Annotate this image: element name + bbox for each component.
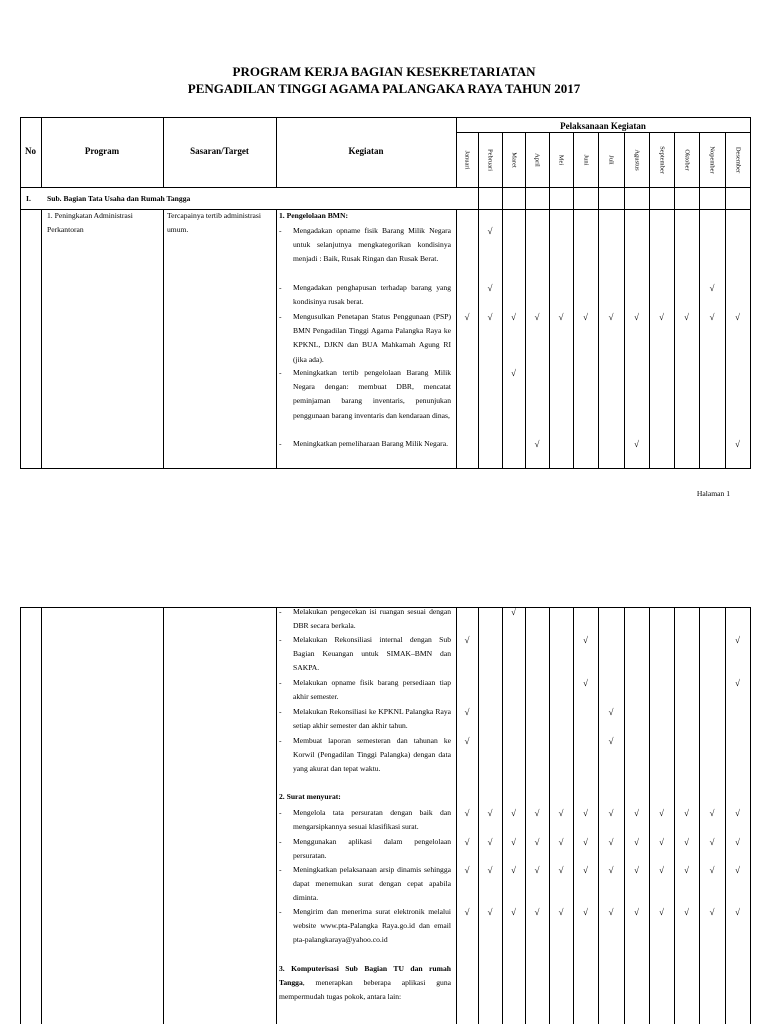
group-3-title (279, 962, 451, 1005)
activity-item (279, 734, 451, 777)
activity-text: Mengelola tata persuratan dengan baik dan mengarsipkannya sesuai klasifikasi surat. (293, 808, 451, 832)
activity-item (279, 633, 451, 676)
bullet-dash: - (279, 439, 282, 448)
month-column-line (598, 607, 599, 1024)
check-mark-januari: √ (464, 736, 470, 746)
check-mark-oktober: √ (684, 837, 689, 847)
month-column-line (674, 132, 675, 469)
col-divider-no (41, 209, 42, 469)
table-2-col-divider-program (163, 607, 164, 1024)
section-number: I. (26, 194, 31, 203)
table-2-border-left (20, 607, 21, 1024)
activity-item (279, 905, 451, 948)
bullet-dash: - (279, 312, 282, 321)
check-mark-nopember: √ (709, 312, 715, 322)
month-column-line (549, 607, 550, 1024)
check-mark-agustus: √ (634, 808, 639, 818)
month-column-line (525, 132, 526, 469)
check-mark-juli: √ (608, 808, 614, 818)
bullet-dash: - (279, 368, 282, 377)
check-mark-januari: √ (464, 837, 470, 847)
check-mark-januari: √ (464, 907, 470, 917)
activity-text: Melakukan Rekonsiliasi internal dengan Sub Bagian Keuangan untuk SIMAK–BMN dan SAKPA. (293, 635, 451, 673)
table-border-left (20, 117, 21, 469)
check-mark-pebruari: √ (487, 907, 493, 917)
month-column-line (502, 607, 503, 1024)
check-mark-oktober: √ (684, 907, 689, 917)
check-mark-nopember: √ (709, 865, 715, 875)
check-mark-desember: √ (735, 678, 740, 688)
check-mark-september: √ (659, 312, 664, 322)
activity-item (279, 310, 451, 367)
month-label-desember: Desember (734, 146, 741, 174)
activity-item (279, 605, 451, 633)
check-mark-desember: √ (735, 865, 740, 875)
table-border-right (750, 117, 751, 469)
month-column-line (649, 607, 650, 1024)
check-mark-april: √ (534, 907, 540, 917)
month-column-line (649, 132, 650, 469)
check-mark-juni: √ (583, 837, 588, 847)
col-divider-program (163, 209, 164, 469)
document-title-line-1: PROGRAM KERJA BAGIAN KESEKRETARIATAN (232, 64, 536, 79)
check-mark-september: √ (659, 907, 664, 917)
header-no: No (25, 146, 36, 156)
check-mark-mei: √ (558, 312, 564, 322)
activity-text: Melakukan Rekonsiliasi ke KPKNL Palangka Raya setiap akhir semester dan akhir tahun. (293, 707, 451, 731)
check-mark-januari: √ (464, 865, 470, 875)
month-column-line (502, 132, 503, 469)
bullet-dash: - (279, 907, 282, 916)
check-mark-agustus: √ (634, 312, 639, 322)
check-mark-agustus: √ (634, 865, 639, 875)
month-label-pebruari: Pebruari (486, 148, 494, 172)
check-mark-juli: √ (608, 736, 614, 746)
check-mark-nopember: √ (709, 837, 715, 847)
month-label-juli: Juli (607, 155, 615, 165)
activity-text: Menggunakan aplikasi dalam pengelolaan persuratan. (293, 837, 451, 861)
check-mark-juni: √ (583, 865, 588, 875)
activity-text: Mengadakan penghapusan terhadap barang yang kondisinya rusak berat. (293, 283, 451, 307)
check-mark-nopember: √ (709, 907, 715, 917)
month-label-mei: Mei (557, 154, 565, 166)
activity-text: Membuat laporan semesteran dan tahunan ke Korwil (Pengadilan Tinggi Palangka) dengan data yang akurat dan tepat waktu. (293, 736, 451, 774)
check-mark-september: √ (659, 865, 664, 875)
check-mark-april: √ (534, 808, 540, 818)
bullet-dash: - (279, 707, 282, 716)
activity-item (279, 366, 451, 423)
header-kegiatan: Kegiatan (348, 146, 384, 156)
header-pelaksanaan-kegiatan: Pelaksanaan Kegiatan (560, 121, 646, 131)
month-column-line (624, 607, 625, 1024)
check-mark-pebruari: √ (487, 226, 493, 236)
check-mark-juli: √ (608, 837, 614, 847)
check-mark-pebruari: √ (487, 865, 493, 875)
month-column-line (478, 132, 479, 469)
activity-item (279, 705, 451, 733)
group-3-title-rest: , menerapkan beberapa aplikasi guna mempermudah tugas pokok, antara lain: (279, 978, 451, 1002)
month-column-line (699, 607, 700, 1024)
bullet-dash: - (279, 678, 282, 687)
month-label-april: April (533, 153, 541, 167)
check-mark-maret: √ (511, 368, 516, 378)
activity-text: Mengadakan opname fisik Barang Milik Negara untuk selanjutnya mengkategorikan kondisinya menjadi : Baik, Rusak Ringan dan Rusak Berat. (293, 226, 451, 264)
check-mark-maret: √ (511, 837, 516, 847)
activity-text: Meningkatkan pelaksanaan arsip dinamis sehingga dapat menemukan surat dengan cepat apabila diminta. (293, 865, 451, 903)
month-column-line (549, 132, 550, 469)
check-mark-nopember: √ (709, 283, 715, 293)
bullet-dash: - (279, 226, 282, 235)
check-mark-maret: √ (511, 607, 516, 617)
check-mark-mei: √ (558, 865, 564, 875)
program-cell: 1. Peningkatan Administrasi Perkantoran (47, 211, 133, 235)
check-mark-agustus: √ (634, 907, 639, 917)
check-mark-januari: √ (464, 312, 470, 322)
month-column-line (573, 607, 574, 1024)
check-mark-juni: √ (583, 907, 588, 917)
check-mark-januari: √ (464, 808, 470, 818)
group-2-title: 2. Surat menyurat: (279, 792, 341, 801)
check-mark-oktober: √ (684, 865, 689, 875)
activity-item (279, 676, 451, 704)
col-divider-kegiatan (456, 209, 457, 469)
month-label-oktober: Oktober (683, 149, 690, 171)
check-mark-september: √ (659, 837, 664, 847)
check-mark-desember: √ (735, 635, 740, 645)
check-mark-nopember: √ (709, 808, 715, 818)
check-mark-januari: √ (464, 707, 470, 717)
bullet-dash: - (279, 283, 282, 292)
check-mark-juni: √ (583, 312, 588, 322)
check-mark-maret: √ (511, 312, 516, 322)
month-column-line (573, 132, 574, 469)
activity-item (279, 863, 451, 906)
month-label-juni: Juni (582, 154, 589, 166)
check-mark-juli: √ (608, 312, 614, 322)
check-mark-april: √ (534, 865, 540, 875)
table-2-col-divider-kegiatan (456, 607, 457, 1024)
document-title-line-2: PENGADILAN TINGGI AGAMA PALANGAKA RAYA TAHUN 2017 (187, 81, 581, 96)
header-program: Program (84, 146, 120, 156)
header-bottom-line (20, 187, 750, 188)
section-title: Sub. Bagian Tata Usaha dan Rumah Tangga (47, 194, 191, 203)
month-column-line (624, 132, 625, 469)
month-label-januari: Januari (463, 150, 471, 170)
bullet-dash: - (279, 607, 282, 616)
bullet-dash: - (279, 808, 282, 817)
month-column-line (478, 607, 479, 1024)
check-mark-juli: √ (608, 865, 614, 875)
month-label-maret: Maret (510, 152, 517, 168)
bullet-dash: - (279, 736, 282, 745)
group-3-title-bold: 3. Komputerisasi Sub Bagian TU dan rumah Tangga (279, 964, 451, 988)
activity-item (279, 281, 451, 309)
month-label-agustus: Agustus (633, 149, 640, 171)
page-number: Halaman 1 (696, 489, 730, 498)
activity-text: Mengusulkan Penetapan Status Penggunaan (PSP) BMN Pengadilan Tinggi Agama Palangka Raya ke KPKNL, DJKN dan BUA Mahkamah Agung RI (jika ada). (293, 312, 451, 364)
check-mark-april: √ (534, 312, 540, 322)
check-mark-januari: √ (464, 635, 470, 645)
activity-text: Meningkatkan tertib pengelolaan Barang Milik Negara dengan: membuat DBR, mencatat peminjaman barang inventaris, penunjukan penggunaan barang inventaris dan kendaraan dinas, (293, 368, 451, 420)
check-mark-agustus: √ (634, 439, 639, 449)
months-header-divider (456, 132, 750, 133)
check-mark-maret: √ (511, 907, 516, 917)
table-2-col-divider-sasaran (276, 607, 277, 1024)
activity-item (279, 224, 451, 267)
month-column-line (525, 607, 526, 1024)
check-mark-september: √ (659, 808, 664, 818)
month-column-line (699, 132, 700, 469)
month-column-line (725, 607, 726, 1024)
activity-item (279, 806, 451, 834)
check-mark-oktober: √ (684, 312, 689, 322)
check-mark-desember: √ (735, 907, 740, 917)
check-mark-pebruari: √ (487, 808, 493, 818)
check-mark-juli: √ (608, 707, 614, 717)
check-mark-april: √ (534, 439, 540, 449)
check-mark-mei: √ (558, 808, 564, 818)
check-mark-juni: √ (583, 808, 588, 818)
check-mark-agustus: √ (634, 837, 639, 847)
group-1-title: 1. Pengelolaan BMN: (279, 211, 348, 220)
check-mark-juni: √ (583, 635, 588, 645)
bullet-dash: - (279, 635, 282, 644)
check-mark-maret: √ (511, 808, 516, 818)
bullet-dash: - (279, 837, 282, 846)
table-2-col-divider-no (41, 607, 42, 1024)
check-mark-desember: √ (735, 837, 740, 847)
activity-text: Melakukan opname fisik barang persediaan tiap akhir semester. (293, 678, 451, 702)
table-border-bottom (20, 468, 750, 469)
activity-text: Mengirim dan menerima surat elektronik melalui website www.pta-Palangka Raya.go.id dan email pta-palangkaraya@yahoo.co.id (293, 907, 451, 945)
check-mark-maret: √ (511, 865, 516, 875)
sasaran-cell: Tercapainya tertib administrasi umum. (167, 211, 261, 235)
check-mark-desember: √ (735, 808, 740, 818)
bullet-dash: - (279, 865, 282, 874)
month-column-line (725, 132, 726, 469)
check-mark-pebruari: √ (487, 837, 493, 847)
table-2-border-right (750, 607, 751, 1024)
activity-text: Meningkatkan pemeliharaan Barang Milik Negara. (293, 439, 448, 448)
activity-item (279, 437, 451, 451)
check-mark-mei: √ (558, 837, 564, 847)
check-mark-juli: √ (608, 907, 614, 917)
month-label-nopember: Nopember (708, 146, 716, 174)
month-label-september: September (658, 146, 665, 174)
table-border-top (20, 117, 750, 118)
check-mark-desember: √ (735, 312, 740, 322)
activity-item (279, 835, 451, 863)
check-mark-juni: √ (583, 678, 588, 688)
month-column-line (674, 607, 675, 1024)
check-mark-desember: √ (735, 439, 740, 449)
activity-text: Melakukan pengecekan isi ruangan sesuai dengan DBR secara berkala. (293, 607, 451, 631)
check-mark-oktober: √ (684, 808, 689, 818)
month-column-line (598, 132, 599, 469)
header-sasaran: Sasaran/Target (190, 146, 249, 156)
check-mark-pebruari: √ (487, 312, 493, 322)
check-mark-april: √ (534, 837, 540, 847)
check-mark-mei: √ (558, 907, 564, 917)
check-mark-pebruari: √ (487, 283, 493, 293)
col-divider-sasaran (276, 209, 277, 469)
